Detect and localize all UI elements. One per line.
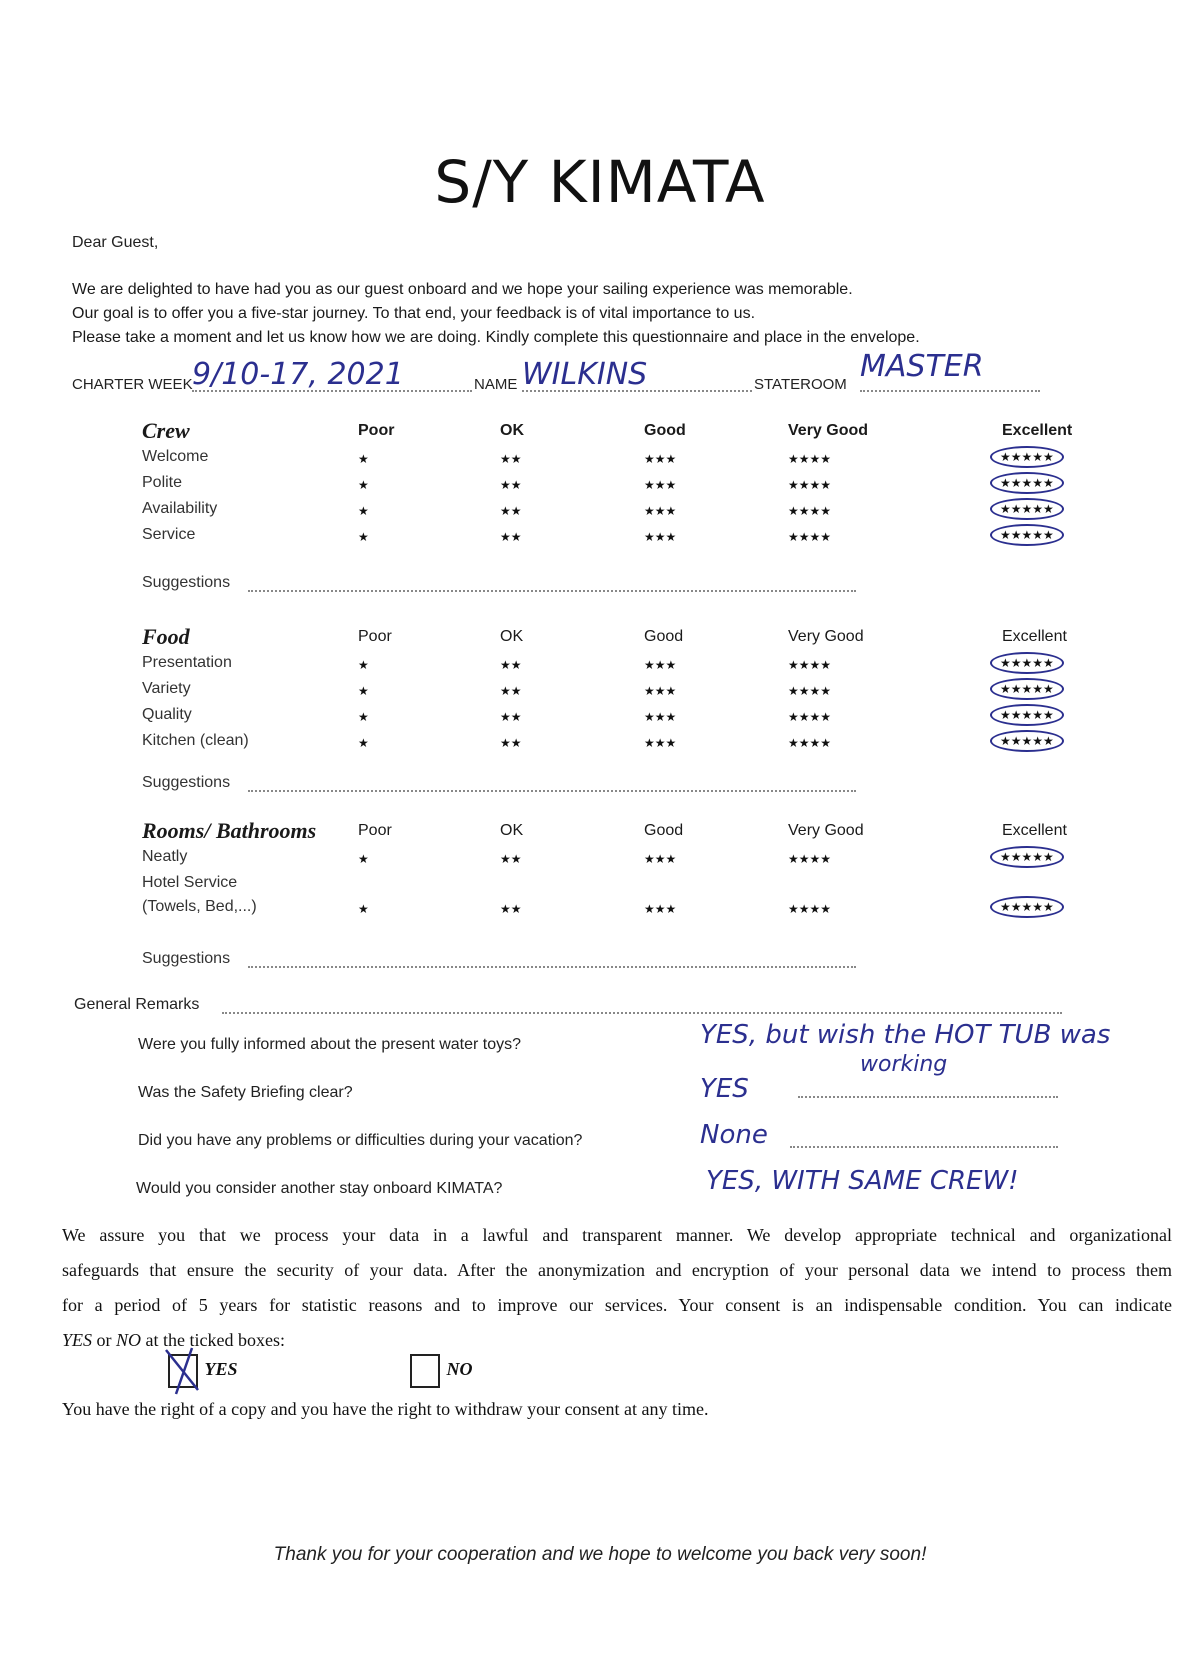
answer-field[interactable]: YES, WITH SAME CREW! bbox=[706, 1166, 1019, 1196]
row-label: Variety bbox=[142, 680, 191, 697]
rating-option-very-good[interactable]: ★★★★ bbox=[788, 852, 832, 866]
general-remarks-field[interactable] bbox=[222, 1006, 1062, 1014]
header-fields bbox=[72, 349, 984, 396]
question: Was the Safety Briefing clear? bbox=[138, 1084, 353, 1101]
column-header-excellent: Excellent bbox=[1002, 822, 1067, 839]
column-header-good: Good bbox=[644, 628, 684, 645]
answer-field-continued: working bbox=[860, 1052, 948, 1077]
rating-option-ok[interactable]: ★★ bbox=[500, 902, 522, 916]
column-header-ok: OK bbox=[500, 422, 524, 439]
rating-row bbox=[142, 848, 1102, 872]
rating-row bbox=[142, 654, 1102, 678]
rating-option-good[interactable]: ★★★ bbox=[644, 902, 677, 916]
answer-field[interactable]: YES, but wish the HOT TUB was bbox=[700, 1020, 1111, 1050]
rating-option-good[interactable]: ★★★ bbox=[644, 530, 677, 544]
rating-option-poor[interactable]: ★ bbox=[358, 504, 369, 518]
consent-line: for a period of 5 years for statistic reasons and to improve our services. Your consent is an indispensable condition. You can indicate bbox=[62, 1295, 1172, 1315]
rating-row bbox=[142, 732, 1102, 756]
rating-option-ok[interactable]: ★★ bbox=[500, 736, 522, 750]
rating-option-excellent-selected[interactable]: ★★★★★ bbox=[990, 524, 1064, 546]
intro-line: We are delighted to have had you as our guest onboard and we hope your sailing experience was memorable. bbox=[72, 281, 853, 298]
rating-option-poor[interactable]: ★ bbox=[358, 478, 369, 492]
column-header-poor: Poor bbox=[358, 628, 392, 645]
rating-option-very-good[interactable]: ★★★★ bbox=[788, 504, 832, 518]
no-checkbox[interactable] bbox=[410, 1354, 440, 1388]
rating-row bbox=[142, 706, 1102, 730]
intro-paragraph bbox=[72, 278, 920, 350]
rating-option-poor[interactable]: ★ bbox=[358, 452, 369, 466]
column-header-excellent: Excellent bbox=[1002, 628, 1067, 645]
column-header-ok: OK bbox=[500, 628, 524, 645]
column-header-very-good: Very Good bbox=[788, 822, 864, 839]
rating-option-poor[interactable]: ★ bbox=[358, 710, 369, 724]
suggestions-label: Suggestions bbox=[142, 950, 231, 967]
intro-line: Please take a moment and let us know how we are doing. Kindly complete this questionnaire and place in the envelope. bbox=[72, 329, 920, 346]
stateroom-field[interactable]: MASTER bbox=[860, 352, 1040, 392]
rights-text: You have the right of a copy and you have the right to withdraw your consent at any time. bbox=[62, 1399, 709, 1419]
rating-option-excellent-selected[interactable]: ★★★★★ bbox=[990, 446, 1064, 468]
check-mark-icon bbox=[162, 1344, 206, 1396]
rating-option-poor[interactable]: ★ bbox=[358, 530, 369, 544]
section-rooms-bathrooms bbox=[142, 818, 1102, 988]
rating-option-excellent-selected[interactable]: ★★★★★ bbox=[990, 846, 1064, 868]
answer-line bbox=[790, 1142, 1058, 1148]
rating-option-ok[interactable]: ★★ bbox=[500, 684, 522, 698]
rating-option-ok[interactable]: ★★ bbox=[500, 658, 522, 672]
general-remarks-label: General Remarks bbox=[74, 996, 200, 1013]
column-header-good: Good bbox=[644, 422, 686, 439]
rating-row bbox=[142, 526, 1102, 550]
rating-option-ok[interactable]: ★★ bbox=[500, 452, 522, 466]
row-label: Quality bbox=[142, 706, 192, 723]
column-header-poor: Poor bbox=[358, 822, 392, 839]
row-label-continued: (Towels, Bed,...) bbox=[142, 898, 257, 915]
section-food bbox=[142, 624, 1102, 804]
column-header-good: Good bbox=[644, 822, 684, 839]
row-label: Kitchen (clean) bbox=[142, 732, 249, 749]
consent-yes-option[interactable] bbox=[168, 1352, 237, 1388]
consent-yes-word: YES bbox=[62, 1330, 93, 1350]
suggestions-label: Suggestions bbox=[142, 574, 231, 591]
column-header-ok: OK bbox=[500, 822, 524, 839]
greeting: Dear Guest, bbox=[72, 234, 159, 251]
rating-option-poor[interactable]: ★ bbox=[358, 658, 369, 672]
rating-option-good[interactable]: ★★★ bbox=[644, 452, 677, 466]
rating-option-good[interactable]: ★★★ bbox=[644, 852, 677, 866]
charter-week-label: CHARTER WEEK bbox=[72, 376, 193, 393]
consent-line: safeguards that ensure the security of your data. After the anonymization and encryption of your personal data we intend to process them bbox=[62, 1260, 1172, 1280]
column-header-excellent: Excellent bbox=[1002, 422, 1073, 439]
consent-no-option[interactable] bbox=[410, 1352, 472, 1388]
rating-option-very-good[interactable]: ★★★★ bbox=[788, 684, 832, 698]
question: Were you fully informed about the present water toys? bbox=[138, 1036, 522, 1053]
rating-option-poor[interactable]: ★ bbox=[358, 684, 369, 698]
answer-field[interactable]: None bbox=[700, 1120, 768, 1150]
row-label: Availability bbox=[142, 500, 218, 517]
consent-paragraph bbox=[62, 1218, 1172, 1358]
rating-option-good[interactable]: ★★★ bbox=[644, 710, 677, 724]
row-label: Welcome bbox=[142, 448, 209, 465]
rating-option-ok[interactable]: ★★ bbox=[500, 504, 522, 518]
rating-row bbox=[142, 474, 1102, 498]
rating-option-excellent-selected[interactable]: ★★★★★ bbox=[990, 652, 1064, 674]
consent-rest: at the ticked boxes: bbox=[141, 1330, 285, 1350]
column-header-very-good: Very Good bbox=[788, 422, 869, 439]
rating-option-excellent-selected[interactable]: ★★★★★ bbox=[990, 498, 1064, 520]
suggestions-field[interactable] bbox=[248, 584, 856, 592]
consent-or-word: or bbox=[92, 1330, 117, 1350]
yes-checkbox[interactable] bbox=[168, 1354, 198, 1388]
suggestions-field[interactable] bbox=[248, 784, 856, 792]
rating-option-good[interactable]: ★★★ bbox=[644, 684, 677, 698]
question: Would you consider another stay onboard KIMATA? bbox=[136, 1180, 503, 1197]
rating-row bbox=[142, 680, 1102, 704]
column-header-poor: Poor bbox=[358, 422, 395, 439]
rating-option-good[interactable]: ★★★ bbox=[644, 736, 677, 750]
rating-option-ok[interactable]: ★★ bbox=[500, 710, 522, 724]
section-title: Rooms/ Bathrooms bbox=[142, 818, 317, 843]
consent-line: We assure you that we process your data in a lawful and transparent manner. We develop appropriate technical and organizational bbox=[62, 1225, 1172, 1245]
rating-row bbox=[142, 448, 1102, 472]
rating-option-very-good[interactable]: ★★★★ bbox=[788, 658, 832, 672]
rating-row bbox=[142, 874, 1102, 924]
rating-option-excellent-selected[interactable]: ★★★★★ bbox=[990, 472, 1064, 494]
intro-line: Our goal is to offer you a five-star journey. To that end, your feedback is of vital importance to us. bbox=[72, 305, 756, 322]
answer-field[interactable]: YES bbox=[700, 1074, 749, 1104]
rating-option-good[interactable]: ★★★ bbox=[644, 658, 677, 672]
suggestions-label: Suggestions bbox=[142, 774, 231, 791]
rating-option-poor[interactable]: ★ bbox=[358, 902, 369, 916]
section-crew bbox=[142, 418, 1102, 598]
question: Did you have any problems or difficulties during your vacation? bbox=[138, 1132, 583, 1149]
rating-option-excellent-selected[interactable]: ★★★★★ bbox=[990, 896, 1064, 918]
rating-option-very-good[interactable]: ★★★★ bbox=[788, 736, 832, 750]
rating-option-good[interactable]: ★★★ bbox=[644, 504, 677, 518]
yes-option-label: YES bbox=[204, 1359, 238, 1379]
rating-option-excellent-selected[interactable]: ★★★★★ bbox=[990, 730, 1064, 752]
rating-option-good[interactable]: ★★★ bbox=[644, 478, 677, 492]
rating-option-excellent-selected[interactable]: ★★★★★ bbox=[990, 678, 1064, 700]
stateroom-label: STATEROOM bbox=[754, 376, 847, 393]
no-option-label: NO bbox=[446, 1359, 473, 1379]
rating-option-very-good[interactable]: ★★★★ bbox=[788, 452, 832, 466]
rating-option-very-good[interactable]: ★★★★ bbox=[788, 478, 832, 492]
rating-option-ok[interactable]: ★★ bbox=[500, 852, 522, 866]
rating-option-very-good[interactable]: ★★★★ bbox=[788, 710, 832, 724]
rating-option-very-good[interactable]: ★★★★ bbox=[788, 902, 832, 916]
row-label: Service bbox=[142, 526, 196, 543]
column-header-very-good: Very Good bbox=[788, 628, 864, 645]
section-title: Food bbox=[142, 624, 190, 649]
row-label: Presentation bbox=[142, 654, 232, 671]
section-title: Crew bbox=[142, 418, 190, 443]
row-label: Hotel Service bbox=[142, 874, 238, 891]
rating-row bbox=[142, 500, 1102, 524]
consent-no-word: NO bbox=[116, 1330, 142, 1350]
rating-option-poor[interactable]: ★ bbox=[358, 852, 369, 866]
charter-week-field[interactable]: 9/10-17, 2021 bbox=[192, 360, 472, 392]
name-field[interactable]: WILKINS bbox=[522, 360, 752, 392]
row-label: Polite bbox=[142, 474, 183, 491]
closing-message: Thank you for your cooperation and we hope to welcome you back very soon! bbox=[273, 1544, 927, 1565]
rating-option-ok[interactable]: ★★ bbox=[500, 478, 522, 492]
answer-line bbox=[798, 1092, 1058, 1098]
suggestions-field[interactable] bbox=[248, 960, 856, 968]
rating-option-ok[interactable]: ★★ bbox=[500, 530, 522, 544]
document-title: S/Y KIMATA bbox=[434, 148, 766, 216]
rating-option-very-good[interactable]: ★★★★ bbox=[788, 530, 832, 544]
row-label: Neatly bbox=[142, 848, 188, 865]
name-label: NAME bbox=[474, 376, 518, 393]
rating-option-excellent-selected[interactable]: ★★★★★ bbox=[990, 704, 1064, 726]
rating-option-poor[interactable]: ★ bbox=[358, 736, 369, 750]
